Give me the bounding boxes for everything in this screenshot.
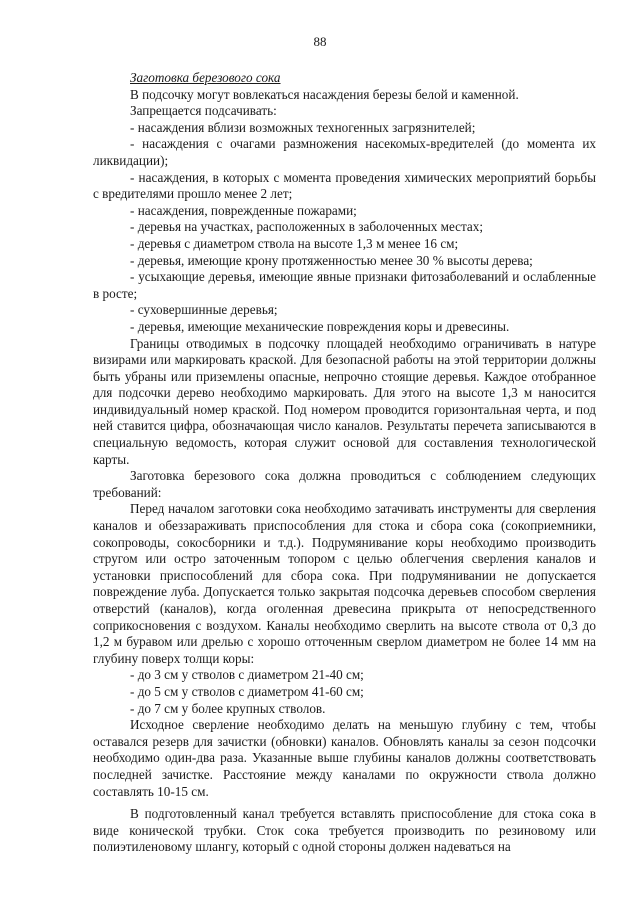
list-item: - насаждения с очагами размножения насекомых-вредителей (до момента их ликвидации); bbox=[93, 136, 596, 168]
document-body bbox=[93, 70, 596, 856]
list-item: - деревья, имеющие механические повреждения коры и древесины. bbox=[130, 318, 510, 334]
list-item: - деревья с диаметром ствола на высоте 1,3 м менее 16 см; bbox=[130, 235, 459, 251]
section-heading: Заготовка березового сока bbox=[130, 70, 281, 85]
paragraph-tube: В подготовленный канал требуется вставлять приспособление для стока сока в виде конической трубки. Сток сока требуется производить по резиновому или полиэтиленовому шлангу, который с одной стороны должен надеваться на bbox=[93, 806, 596, 855]
page-number: 88 bbox=[313, 34, 327, 49]
list-item: - до 3 см у стволов с диаметром 21-40 см; bbox=[130, 667, 364, 683]
list-item: - до 7 см у более крупных стволов. bbox=[130, 700, 326, 716]
paragraph-intro: В подсочку могут вовлекаться насаждения березы белой и каменной. bbox=[130, 86, 519, 102]
list-item: - насаждения вблизи возможных техногенных загрязнителей; bbox=[130, 119, 476, 135]
list-item: - деревья на участках, расположенных в заболоченных местах; bbox=[130, 219, 484, 235]
paragraph-requirements: Заготовка березового сока должна проводиться с соблюдением следующих требований: bbox=[93, 468, 596, 500]
paragraph-prohibited: Запрещается подсачивать: bbox=[130, 103, 277, 119]
paragraph-boundaries: Границы отводимых в подсочку площадей необходимо ограничивать в натуре визирами или маркировать краской. Для безопасной работы на этой территории должны быть убраны или приземлены опасные, непрочно стоящие деревья. Каждое отобранное для подсочки дерево необходимо маркировать. Для этого на высоте 1,3 м наносится индивидуальный номер краской. Под номером проводится горизонтальная черта, и под ней ставится цифра, обозначающая число каналов. Результаты перечета записываются в специальную ведомость, которая служит основой для составления технологической карты. bbox=[93, 335, 596, 467]
list-item: - усыхающие деревья, имеющие явные признаки фитозаболеваний и ослабленные в росте; bbox=[93, 269, 596, 301]
paragraph-preparation: Перед началом заготовки сока необходимо затачивать инструменты для сверления каналов и обеззараживать приспособления для стока и сбора сока (сокоприемники, сокопроводы, сокосборники и т.д.). Подрумянивание коры необходимо производить стругом или остро заточенным топором с целью облегчения сверления каналов и установки приспособлений для сбора сока. При подрумянивании не допускается повреждение луба. Допускается только закрытая подсочка деревьев способом сверления отверстий (каналов), когда оголенная древесина прикрыта от непосредственного соприкосновения с воздухом. Каналы необходимо сверлить на высоте ствола от 0,3 до 1,2 м буравом или дрелью с хорошо отточенным сверлом диаметром не более 14 мм на глубину поверх толщи коры: bbox=[93, 501, 596, 666]
list-item: - насаждения, в которых с момента проведения химических мероприятий борьбы с вредителями прошло менее 2 лет; bbox=[93, 169, 596, 202]
list-item: - суховершинные деревья; bbox=[130, 302, 278, 318]
list-item: - до 5 см у стволов с диаметром 41-60 см; bbox=[130, 683, 364, 699]
paragraph-drilling: Исходное сверление необходимо делать на меньшую глубину с тем, чтобы оставался резерв для зачистки (обновки) каналов. Обновлять каналы за сезон подсочки необходимо один-два раза. Указанные выше глубины каналов должны соответствовать последней зачистке. Расстояние между каналами по окружности ствола должно составлять 10-15 см. bbox=[93, 717, 596, 799]
list-item: - деревья, имеющие крону протяженностью менее 30 % высоты дерева; bbox=[130, 252, 533, 268]
list-item: - насаждения, поврежденные пожарами; bbox=[130, 202, 357, 218]
